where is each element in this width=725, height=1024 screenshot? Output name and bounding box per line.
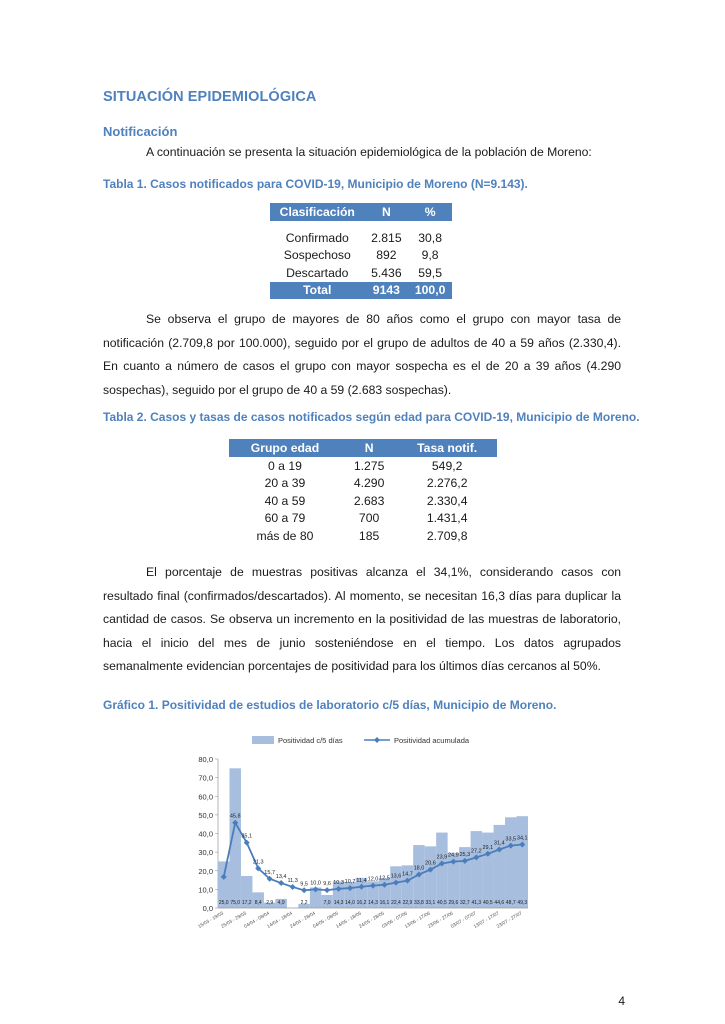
- bar-value-label: 40,5: [437, 900, 447, 906]
- bar-value-label: 41,3: [471, 900, 482, 906]
- bar: [471, 831, 482, 908]
- line-marker: [301, 887, 307, 893]
- table-cell: 20 a 39: [264, 476, 306, 491]
- line-value-label: 10,7: [344, 879, 356, 886]
- table-cell: 9,8: [421, 248, 439, 263]
- table-cell: 30,8: [418, 230, 442, 245]
- y-tick-label: 40,0: [198, 829, 213, 839]
- page-number: 4: [618, 994, 625, 1008]
- line-value-label: 23,9: [436, 854, 448, 861]
- table-row: [270, 229, 452, 247]
- table1-header: %: [408, 203, 452, 221]
- table2-header: Grupo edad: [229, 439, 341, 457]
- bar: [436, 833, 447, 908]
- bar-value-label: 49,3: [517, 900, 528, 906]
- line-value-label: 33,5: [505, 836, 517, 843]
- section-heading: SITUACIÓN EPIDEMIOLÓGICA: [103, 89, 317, 105]
- table-cell: Total: [270, 282, 365, 300]
- line-value-label: 13,4: [275, 874, 287, 881]
- line-marker: [324, 887, 330, 893]
- line-value-label: 18,0: [413, 865, 425, 872]
- line-value-label: 21,3: [252, 859, 264, 866]
- chart-caption: Gráfico 1. Positividad de estudios de laboratorio c/5 días, Municipio de Moreno.: [103, 698, 557, 712]
- line-value-label: 27,2: [470, 848, 482, 855]
- intro-paragraph: A continuación se presenta la situación epidemiológica de la población de Moreno:: [146, 145, 592, 159]
- legend-label: Positividad acumulada: [394, 736, 470, 745]
- y-tick-label: 30,0: [198, 848, 213, 858]
- bar-value-label: 7,0: [323, 900, 331, 906]
- bar-value-label: 33,8: [414, 900, 424, 906]
- y-tick-label: 70,0: [198, 773, 213, 783]
- y-tick-label: 60,0: [198, 792, 213, 802]
- table-row: [270, 264, 452, 282]
- bar-value-label: 16,2: [356, 900, 367, 906]
- table-cell: 892: [376, 248, 397, 263]
- line-value-label: 10,3: [333, 879, 344, 886]
- x-tick-label: 13/06 - 17/06: [404, 911, 432, 930]
- x-tick-label: 25/03 - 29/03: [220, 911, 248, 930]
- table2-header-row: [229, 439, 497, 457]
- x-tick-label: 13/07 - 17/07: [473, 911, 501, 930]
- table-row: [229, 492, 497, 510]
- line-value-label: 11,3: [287, 877, 298, 884]
- line-value-label: 20,6: [425, 860, 436, 867]
- y-tick-label: 20,0: [198, 866, 213, 876]
- x-tick-label: 23/07 - 27/07: [496, 911, 524, 930]
- line-value-label: 11,4: [356, 877, 367, 884]
- table-cell: más de 80: [256, 528, 314, 543]
- y-tick-label: 80,0: [198, 755, 213, 764]
- bar-value-label: 33,1: [425, 900, 436, 906]
- line-value-label: 24,9: [448, 852, 459, 859]
- paragraph-age-groups: Se observa el grupo de mayores de 80 años como el grupo con mayor tasa de notificación (2.709,8 por 100.000), seguido por el grupo de adultos de 40 a 59 años (2.330,4). En cuanto a número de casos el grupo con mayor sospecha es el de 20 a 39 años (4.290 sospechas), seguido por el grupo de 40 a 59 (2.683 sospechas).: [103, 312, 621, 397]
- x-tick-label: 24/05 - 28/05: [358, 911, 386, 930]
- x-tick-label: 04/04 - 08/04: [243, 911, 271, 930]
- table-cell: 2.683: [353, 493, 385, 508]
- table2-header: Tasa notif.: [397, 439, 497, 457]
- table1: [270, 203, 452, 299]
- table1-caption: Tabla 1. Casos notificados para COVID-19, Municipio de Moreno (N=9.143).: [103, 177, 528, 191]
- line-marker: [278, 880, 284, 886]
- y-tick-label: 10,0: [198, 885, 213, 895]
- table-cell: 4.290: [353, 476, 385, 491]
- table-cell: 40 a 59: [264, 493, 306, 508]
- table-row: [270, 247, 452, 265]
- bar-value-label: 2,9: [266, 900, 274, 906]
- table1-header: Clasificación: [270, 203, 365, 221]
- bar-value-label: 14,3: [368, 900, 378, 906]
- table-cell: 0 a 19: [268, 458, 302, 473]
- table2-caption: Tabla 2. Casos y tasas de casos notificados según edad para COVID-19, Municipio de Moreno.: [103, 410, 640, 424]
- line-value-label: 14,7: [402, 871, 413, 878]
- table-cell: Sospechoso: [283, 248, 351, 263]
- bar: [505, 817, 516, 908]
- line-value-label: 12,0: [367, 876, 379, 883]
- bar-value-label: 25,0: [218, 900, 229, 906]
- bar-value-label: 75,0: [230, 900, 241, 906]
- line-value-label: 31,4: [493, 840, 505, 847]
- table-cell: Confirmado: [285, 230, 349, 245]
- x-tick-label: 14/05 - 18/05: [335, 911, 363, 930]
- table-cell: 549,2: [431, 458, 463, 473]
- table-cell: 1.431,4: [426, 511, 468, 526]
- table-row: [229, 510, 497, 528]
- table-cell: 100,0: [408, 282, 452, 300]
- bar-value-label: 2,2: [300, 900, 308, 906]
- x-tick-label: 14/04 - 18/04: [266, 911, 294, 930]
- table-cell: 2.276,2: [426, 476, 468, 491]
- y-tick-label: 0,0: [202, 904, 213, 913]
- bar: [425, 846, 436, 908]
- table-cell: Descartado: [286, 265, 349, 280]
- bar-value-label: 48,7: [505, 900, 516, 906]
- table-row: [229, 457, 497, 475]
- table-cell: 59,5: [418, 265, 442, 280]
- table-cell: 2.815: [371, 230, 402, 245]
- table-cell: 60 a 79: [264, 511, 306, 526]
- bar-value-label: 40,5: [482, 900, 493, 906]
- table2: [229, 439, 497, 545]
- table1-total-row: [270, 282, 452, 300]
- x-tick-label: 04/05 - 08/05: [312, 911, 340, 930]
- bar-value-label: 17,2: [241, 900, 252, 906]
- bar-value-label: 29,6: [448, 900, 459, 906]
- line-value-label: 9,6: [323, 881, 331, 888]
- x-tick-label: 03/06 - 07/06: [381, 911, 409, 930]
- bar-value-label: 14,3: [333, 900, 344, 906]
- table1-header-row: [270, 203, 452, 221]
- x-tick-label: 24/04 - 28/04: [289, 911, 317, 930]
- table-row: [229, 475, 497, 493]
- bar: [517, 816, 528, 908]
- bar-value-label: 16,1: [379, 900, 390, 906]
- x-tick-label: 03/07 - 07/07: [450, 911, 478, 930]
- bar-value-label: 22,4: [391, 900, 401, 906]
- bar-value-label: 44,6: [494, 900, 505, 906]
- line-value-label: 35,1: [241, 833, 253, 840]
- y-tick-label: 50,0: [198, 810, 213, 820]
- line-value-label: 12,5: [379, 875, 390, 882]
- table1-header: N: [365, 203, 409, 221]
- x-tick-label: 15/03 - 19/03: [197, 911, 225, 930]
- bar-value-label: 32,7: [459, 900, 470, 906]
- bar-value-label: 4,9: [277, 900, 285, 906]
- table-cell: 700: [358, 511, 380, 526]
- line-value-label: 15,7: [264, 869, 276, 876]
- legend-bar-swatch: [252, 736, 274, 744]
- table-row: [229, 527, 497, 545]
- bar-value-label: 14,0: [345, 900, 355, 906]
- table-cell: 185: [358, 528, 380, 543]
- line-value-label: 29,1: [482, 844, 494, 851]
- x-tick-label: 23/06 - 27/06: [427, 911, 455, 930]
- positivity-chart: [180, 728, 550, 938]
- bar-value-label: 8,4: [254, 900, 262, 906]
- line-value-label: 9,5: [300, 881, 308, 888]
- line-value-label: 10,0: [310, 880, 321, 887]
- legend-label: Positividad c/5 días: [278, 736, 343, 745]
- subsection-heading: Notificación: [103, 124, 178, 139]
- table-cell: 5.436: [371, 265, 402, 280]
- table-cell: 2.330,4: [426, 493, 468, 508]
- line-value-label: 25,3: [459, 851, 471, 858]
- paragraph-positivity: El porcentaje de muestras positivas alcanza el 34,1%, considerando casos con resultado final (confirmados/descartados). Al momento, se necesitan 16,3 días para duplicar la cantidad de casos. Se observa un incremento en la positividad de las muestras de laboratorio, hacia el inicio del mes de junio sosteniéndose en el tiempo. Los datos agrupados semanalmente evidencian porcentajes de positividad para los últimos días cercanos al 50%.: [103, 565, 621, 673]
- table2-header: N: [341, 439, 397, 457]
- bar-value-label: 22,9: [402, 900, 413, 906]
- line-marker: [290, 884, 296, 890]
- line-value-label: 34,1: [516, 835, 528, 842]
- table-cell: 1.275: [353, 458, 385, 473]
- table-cell: 9143: [365, 282, 409, 300]
- bar: [494, 825, 505, 908]
- line-value-label: 13,6: [390, 873, 402, 880]
- table-cell: 2.709,8: [426, 528, 468, 543]
- legend-line-marker: [374, 737, 380, 743]
- line-value-label: 45,8: [229, 813, 241, 820]
